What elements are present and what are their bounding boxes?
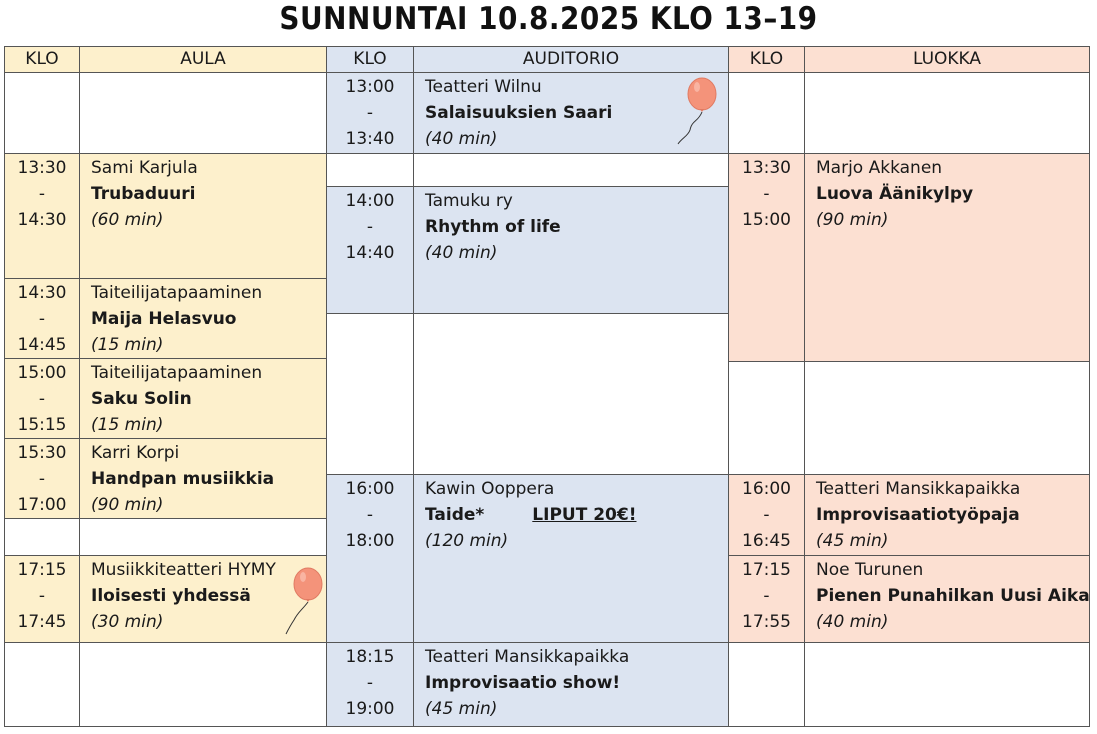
performer: Taiteilijatapaaminen [91,363,263,383]
auditorio-event-4 [413,642,729,727]
auditorio-empty-cell [413,313,729,475]
end-time: 14:30 [17,210,67,230]
auditorio-empty-cell [326,153,414,187]
time-separator: - [38,309,46,329]
duration: (45 min) [425,699,498,719]
start-time: 13:30 [17,158,67,178]
end-time: 15:15 [17,415,67,435]
aula-event-1 [79,153,327,279]
event-name: Improvisaatio show! [425,673,621,693]
time-separator: - [38,586,46,606]
end-time: 18:00 [345,531,395,551]
luokka-empty-cell [728,642,805,727]
auditorio-empty-cell [413,153,729,187]
luokka-time-3 [728,555,805,643]
aula-empty-cell [79,518,327,556]
end-time: 14:40 [345,243,395,263]
performer: Tamuku ry [425,191,513,211]
duration: (40 min) [425,129,498,149]
performer: Teatteri Mansikkapaikka [425,647,630,667]
event-name: Taide* [425,505,485,525]
end-time: 16:45 [742,531,791,551]
luokka-empty-cell [804,72,1090,154]
time-separator: - [366,103,374,123]
start-time: 16:00 [345,479,395,499]
page-title: SUNNUNTAI 10.8.2025 KLO 13–19 [279,1,818,37]
duration: (90 min) [91,495,164,515]
event-name: Iloisesti yhdessä [91,586,251,606]
start-time: 17:15 [17,560,67,580]
auditorio-event-3 [413,474,729,643]
time-separator: - [763,505,770,525]
event-name: Improvisaatiotyöpaja [816,505,1020,525]
time-separator: - [763,184,770,204]
aula-time-4 [4,438,80,519]
performer: Noe Turunen [816,560,924,580]
aula-event-4 [79,438,327,519]
start-time: 16:00 [742,479,791,499]
performer: Musiikkiteatteri HYMY [91,560,276,580]
luokka-time-2 [728,474,805,556]
aula-time-3 [4,358,80,439]
luokka-event-3 [804,555,1090,643]
header-auditorio: AUDITORIO [413,46,729,73]
auditorio-time-2 [326,186,414,314]
header-klo-aula: KLO [4,46,80,73]
time-separator: - [366,505,374,525]
end-time: 17:45 [17,612,67,632]
event-name: Rhythm of life [425,217,561,237]
aula-event-3 [79,358,327,439]
end-time: 14:45 [17,335,67,355]
time-separator: - [366,217,374,237]
aula-time-5 [4,555,80,643]
start-time: 15:30 [17,443,67,463]
end-time: 15:00 [742,210,791,230]
aula-empty-cell [4,72,80,154]
event-name: Salaisuuksien Saari [425,103,613,123]
end-time: 17:55 [742,612,791,632]
header-klo-luokka: KLO [728,46,805,73]
luokka-time-1 [728,153,805,362]
duration: (15 min) [91,415,164,435]
aula-empty-cell [4,518,80,556]
start-time: 14:30 [17,283,67,303]
event-name: Saku Solin [91,389,192,409]
aula-event-2 [79,278,327,359]
duration: (90 min) [816,210,889,230]
performer: Taiteilijatapaaminen [91,283,263,303]
balloon-icon [668,76,720,148]
duration: (15 min) [91,335,164,355]
duration: (45 min) [816,531,889,551]
start-time: 18:15 [345,647,395,667]
auditorio-empty-cell [326,313,414,475]
duration: (40 min) [816,612,889,632]
aula-empty-cell [79,642,327,727]
aula-time-1 [4,153,80,279]
start-time: 13:00 [345,77,395,97]
start-time: 13:30 [742,158,791,178]
time-separator: - [763,586,770,606]
luokka-empty-cell [728,361,805,475]
header-klo-auditorio: KLO [326,46,414,73]
end-time: 19:00 [345,699,395,719]
luokka-empty-cell [804,642,1090,727]
event-name: Maija Helasvuo [91,309,237,329]
header-aula: AULA [79,46,327,73]
aula-time-2 [4,278,80,359]
auditorio-time-1 [326,72,414,154]
start-time: 17:15 [742,560,791,580]
duration: (120 min) [425,531,509,551]
start-time: 14:00 [345,191,395,211]
balloon-icon [278,562,330,636]
duration: (60 min) [91,210,164,230]
performer: Kawin Ooppera [425,479,555,499]
luokka-event-1 [804,153,1090,362]
performer: Teatteri Wilnu [425,77,542,97]
time-separator: - [38,389,46,409]
aula-empty-cell [79,72,327,154]
time-separator: - [38,469,46,489]
event-name: Trubaduuri [91,184,196,204]
performer: Karri Korpi [91,443,180,463]
luokka-empty-cell [804,361,1090,475]
end-time: 17:00 [17,495,67,515]
event-name: Pienen Punahilkan Uusi Aika [816,586,1090,606]
auditorio-event-2 [413,186,729,314]
time-separator: - [38,184,46,204]
auditorio-time-4 [326,642,414,727]
header-luokka: LUOKKA [804,46,1090,73]
duration: (30 min) [91,612,164,632]
duration: (40 min) [425,243,498,263]
performer: Marjo Akkanen [816,158,943,178]
end-time: 13:40 [345,129,395,149]
event-name: Handpan musiikkia [91,469,275,489]
aula-empty-cell [4,642,80,727]
event-name: Luova Äänikylpy [816,184,974,204]
auditorio-time-3 [326,474,414,643]
time-separator: - [366,673,374,693]
performer: Sami Karjula [91,158,198,178]
luokka-event-2 [804,474,1090,556]
performer: Teatteri Mansikkapaikka [816,479,1021,499]
ticket-price-label: LIPUT 20€! [532,505,637,525]
start-time: 15:00 [17,363,67,383]
luokka-empty-cell [728,72,805,154]
